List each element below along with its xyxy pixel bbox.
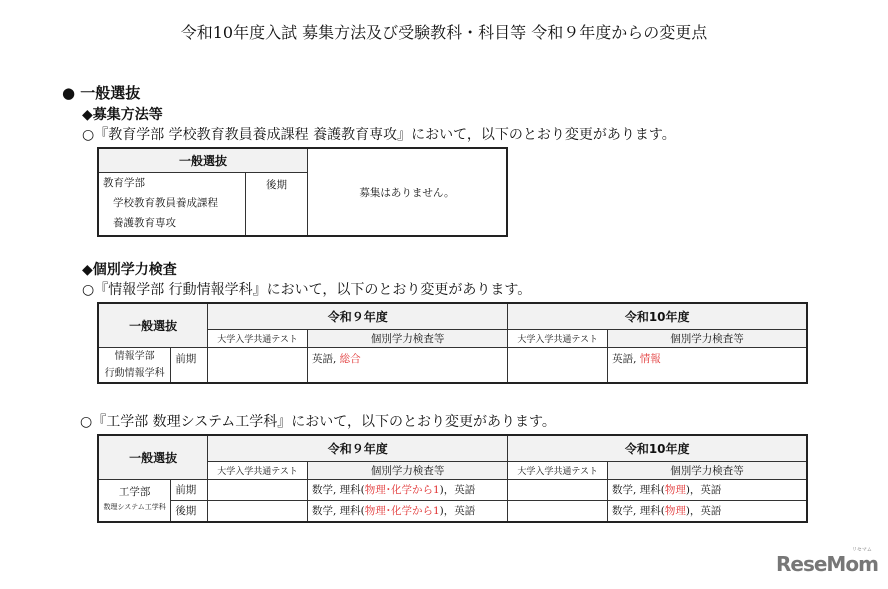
header-common-test: 大学入学共通テスト (208, 461, 308, 479)
header-individual: 個別学力検査等 (608, 329, 807, 347)
term-cell: 後期 (171, 500, 208, 522)
term-cell: 前期 (171, 347, 208, 383)
header-r9: 令和９年度 (208, 303, 508, 329)
dept: 教育学部 (103, 176, 145, 189)
change-note-informatics: ○『情報学部 行動情報学科』において，以下のとおり変更があります。 (82, 282, 532, 298)
subjects-r10: 英語, 情報 (608, 347, 807, 383)
header-common-test: 大学入学共通テスト (508, 461, 608, 479)
header-r9: 令和９年度 (208, 435, 508, 461)
dept-cell (98, 172, 246, 236)
section-heading: ● 一般選抜 (62, 84, 141, 102)
page-title: 令和10年度入試 募集方法及び受験教科・科目等 令和９年度からの変更点 (180, 23, 708, 42)
header-common-test: 大学入学共通テスト (208, 329, 308, 347)
common-test-r9 (208, 479, 308, 500)
resemom-logo: ReseMom リセマム (776, 547, 878, 576)
common-test-r10 (508, 479, 608, 500)
header-general: 一般選抜 (98, 435, 208, 479)
common-test-r10 (508, 347, 608, 383)
subjects-r10: 数学, 理科(物理)，英語 (608, 500, 807, 522)
dept-cell: 工学部 数理システム工学科 (98, 479, 171, 522)
header-r10: 令和10年度 (508, 303, 807, 329)
term-cell: 後期 (246, 172, 308, 236)
subjects-r10: 数学, 理科(物理)，英語 (608, 479, 807, 500)
term-cell: 前期 (171, 479, 208, 500)
header-r10: 令和10年度 (508, 435, 807, 461)
header-general: 一般選抜 (98, 303, 208, 347)
header-common-test: 大学入学共通テスト (508, 329, 608, 347)
subjects-r9: 数学, 理科(物理･化学から1)，英語 (307, 500, 507, 522)
header-general: 一般選抜 (98, 148, 308, 172)
note-cell: 募集はありません。 (308, 148, 508, 236)
common-test-r10 (508, 500, 608, 522)
change-note-engineering: ○『工学部 数理システム工学科』において，以下のとおり変更があります。 (80, 414, 556, 430)
major: 養護教育専攻 (113, 216, 176, 229)
informatics-table (97, 302, 808, 384)
subjects-r9: 数学, 理科(物理･化学から1)，英語 (307, 479, 507, 500)
common-test-r9 (208, 500, 308, 522)
header-individual: 個別学力検査等 (307, 329, 507, 347)
dept-cell: 情報学部 行動情報学科 (98, 347, 171, 383)
subheading-recruitment: ◆募集方法等 (82, 107, 163, 123)
common-test-r9 (208, 347, 308, 383)
header-individual: 個別学力検査等 (608, 461, 807, 479)
course: 学校教育教員養成課程 (113, 196, 218, 209)
subheading-individual-test: ◆個別学力検査 (82, 262, 177, 278)
header-individual: 個別学力検査等 (307, 461, 507, 479)
engineering-table (97, 434, 808, 523)
recruitment-table (97, 147, 508, 237)
change-note-education: ○『教育学部 学校教育教員養成課程 養護教育専攻』において，以下のとおり変更があります。 (82, 127, 676, 143)
subjects-r9: 英語, 総合 (307, 347, 507, 383)
